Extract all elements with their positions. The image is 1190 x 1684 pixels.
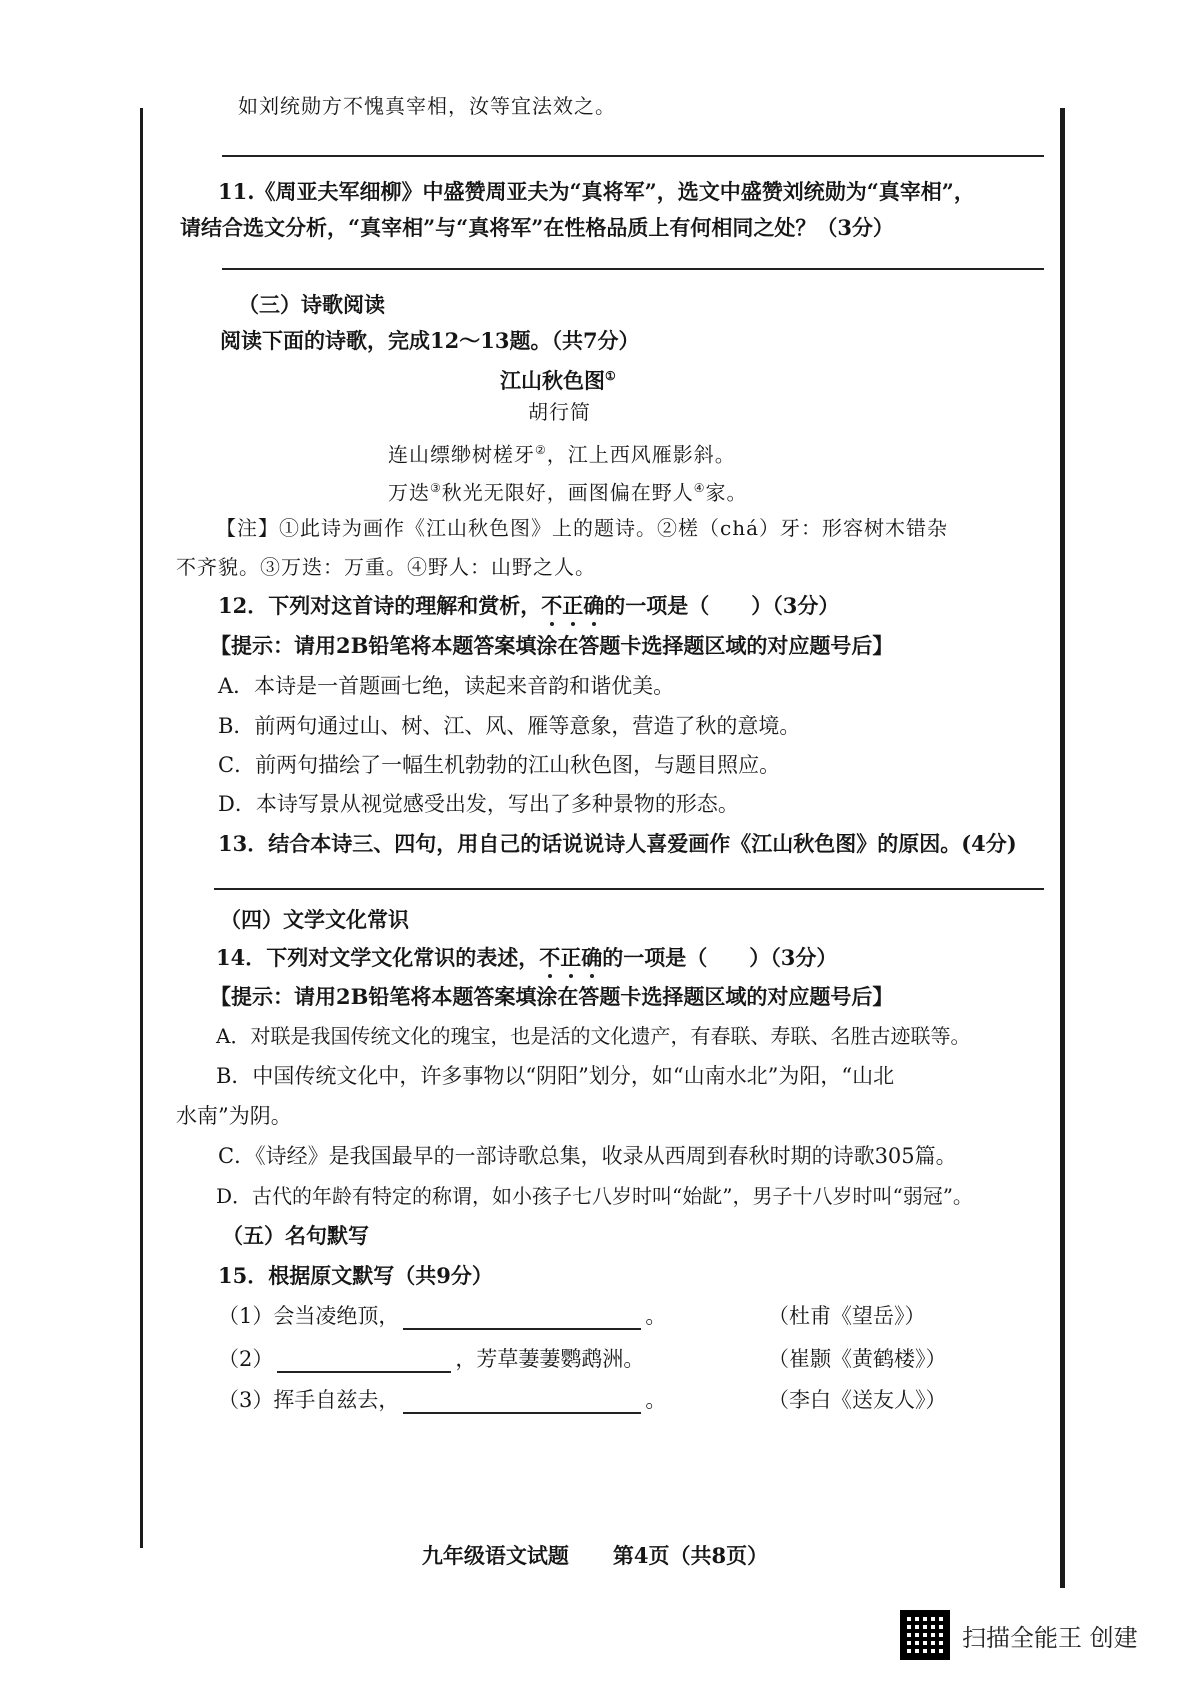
q14-stem-part-b: 的一项是（ ）（3分） (602, 945, 838, 970)
q15-item-1-after: 。 (645, 1304, 667, 1328)
q15-item-2-source: （崔颢《黄鹤楼》） (768, 1347, 947, 1371)
qr-code-icon (900, 1610, 950, 1660)
q14-option-d: D．古代的年龄有特定的称谓，如小孩子七八岁时叫“始龀”，男子十八岁时叫“弱冠”。 (216, 1184, 973, 1208)
q14-emphasis-char-1: 不 (539, 945, 561, 970)
q12-stem-part-b: 的一项是（ ）（3分） (604, 593, 840, 618)
answer-line-11 (222, 268, 1044, 270)
section4-heading: （四）文学文化常识 (220, 907, 409, 932)
poem-title-note-mark: ① (605, 369, 616, 383)
page-footer (0, 1540, 1190, 1570)
q15-item-3 (218, 1386, 666, 1414)
poem-line-1-part-b: ，江上西风雁影斜。 (546, 442, 736, 467)
poem-line-2-part-c: 家。 (705, 480, 748, 505)
q14-emphasis-char-3: 确 (581, 945, 603, 970)
q12-stem (218, 592, 839, 620)
section5-heading: （五）名句默写 (222, 1223, 369, 1248)
poem-note-mark-3: ③ (430, 481, 442, 495)
poem-note-line2: 不齐貌。③万迭：万重。④野人：山野之人。 (176, 555, 596, 579)
poem-line-1 (388, 436, 736, 469)
q14-option-a: A．对联是我国传统文化的瑰宝，也是活的文化遗产，有春联、寿联、名胜古迹联等。 (216, 1024, 971, 1048)
q15-item-2 (218, 1345, 644, 1373)
poem-line-2-part-b: 秋光无限好，画图偏在野人 (441, 480, 694, 505)
page-border-left (140, 108, 143, 1548)
q15-item-1-blank[interactable] (403, 1306, 641, 1330)
q12-emphasis-char-3: 确 (583, 593, 605, 618)
answer-line-10 (222, 155, 1044, 157)
q14-emphasis-char-2: 正 (560, 945, 582, 970)
q14-option-b-line2: 水南”为阴。 (176, 1104, 292, 1128)
q12-emphasis-char-1: 不 (541, 593, 563, 618)
poem-line-2-part-a: 万迭 (388, 480, 430, 505)
poem-title-text: 江山秋色图 (500, 368, 605, 393)
q12-hint: 【提示：请用2B铅笔将本题答案填涂在答题卡选择题区域的对应题号后】 (210, 633, 894, 658)
q14-hint: 【提示：请用2B铅笔将本题答案填涂在答题卡选择题区域的对应题号后】 (210, 984, 894, 1009)
q12-option-a: A．本诗是一首题画七绝，读起来音韵和谐优美。 (218, 674, 675, 698)
q13-stem: 13．结合本诗三、四句，用自己的话说说诗人喜爱画作《江山秋色图》的原因。(4分) (218, 831, 1017, 856)
poem-note-mark-4: ④ (693, 481, 706, 495)
q15-item-2-blank[interactable] (277, 1349, 451, 1373)
poem-author: 胡行简 (528, 400, 591, 424)
q12-stem-part-a: 12．下列对这首诗的理解和赏析， (218, 593, 542, 618)
poem-line-2 (388, 474, 748, 507)
q15-item-1 (218, 1302, 666, 1330)
q15-item-2-after: ，芳草萋萋鹦鹉洲。 (455, 1347, 645, 1371)
scanner-watermark: 扫描全能王 创建 (962, 1624, 1138, 1652)
q15-item-1-source: （杜甫《望岳》） (768, 1304, 926, 1328)
poem-note-line1: 【注】①此诗为画作《江山秋色图》上的题诗。②槎（chá）牙：形容树木错杂 (216, 516, 949, 540)
q15-item-3-number: （3） (218, 1388, 274, 1412)
poem-line-1-part-a: 连山缥缈树槎牙 (388, 442, 535, 467)
q12-option-b: B．前两句通过山、树、江、风、雁等意象，营造了秋的意境。 (218, 714, 801, 738)
q15-item-1-number: （1） (218, 1304, 274, 1328)
q15-stem: 15．根据原文默写（共9分） (218, 1263, 493, 1288)
poem-note-mark-2: ② (535, 443, 547, 457)
q15-item-3-before: 挥手自兹去， (273, 1388, 400, 1412)
footer-subject: 九年级语文试题 (421, 1543, 569, 1568)
poem-title (500, 362, 616, 395)
q14-option-c: C．《诗经》是我国最早的一部诗歌总集，收录从西周到春秋时期的诗歌305篇。 (218, 1144, 957, 1168)
q14-stem-part-a: 14．下列对文学文化常识的表述， (216, 945, 540, 970)
q11-stem-line1: 11.《周亚夫军细柳》中盛赞周亚夫为“真将军”，选文中盛赞刘统勋为“真宰相”， (218, 179, 975, 204)
q14-stem (216, 944, 837, 972)
q12-emphasis-char-2: 正 (562, 593, 584, 618)
q12-option-c: C．前两句描绘了一幅生机勃勃的江山秋色图，与题目照应。 (218, 753, 781, 777)
q15-item-3-after: 。 (645, 1388, 667, 1412)
answer-line-13 (214, 888, 1044, 890)
q15-item-2-number: （2） (218, 1347, 274, 1371)
q15-item-3-source: （李白《送友人》） (768, 1388, 947, 1412)
q11-stem-line2: 请结合选文分析，“真宰相”与“真将军”在性格品质上有何相同之处？（3分） (180, 215, 894, 240)
section3-heading: （三）诗歌阅读 (238, 292, 385, 317)
footer-page-number: 第4页（共8页） (612, 1543, 769, 1568)
q15-item-1-before: 会当凌绝顶， (273, 1304, 400, 1328)
q14-option-b-line1: B．中国传统文化中，许多事物以“阴阳”划分，如“山南水北”为阳，“山北 (216, 1064, 895, 1088)
section3-intro: 阅读下面的诗歌，完成12～13题。（共7分） (220, 328, 640, 353)
q15-item-3-blank[interactable] (403, 1390, 641, 1414)
passage-closing-line: 如刘统勋方不愧真宰相，汝等宜法效之。 (238, 94, 616, 118)
page-border-right (1060, 108, 1065, 1588)
q12-option-d: D．本诗写景从视觉感受出发，写出了多种景物的形态。 (218, 792, 739, 816)
